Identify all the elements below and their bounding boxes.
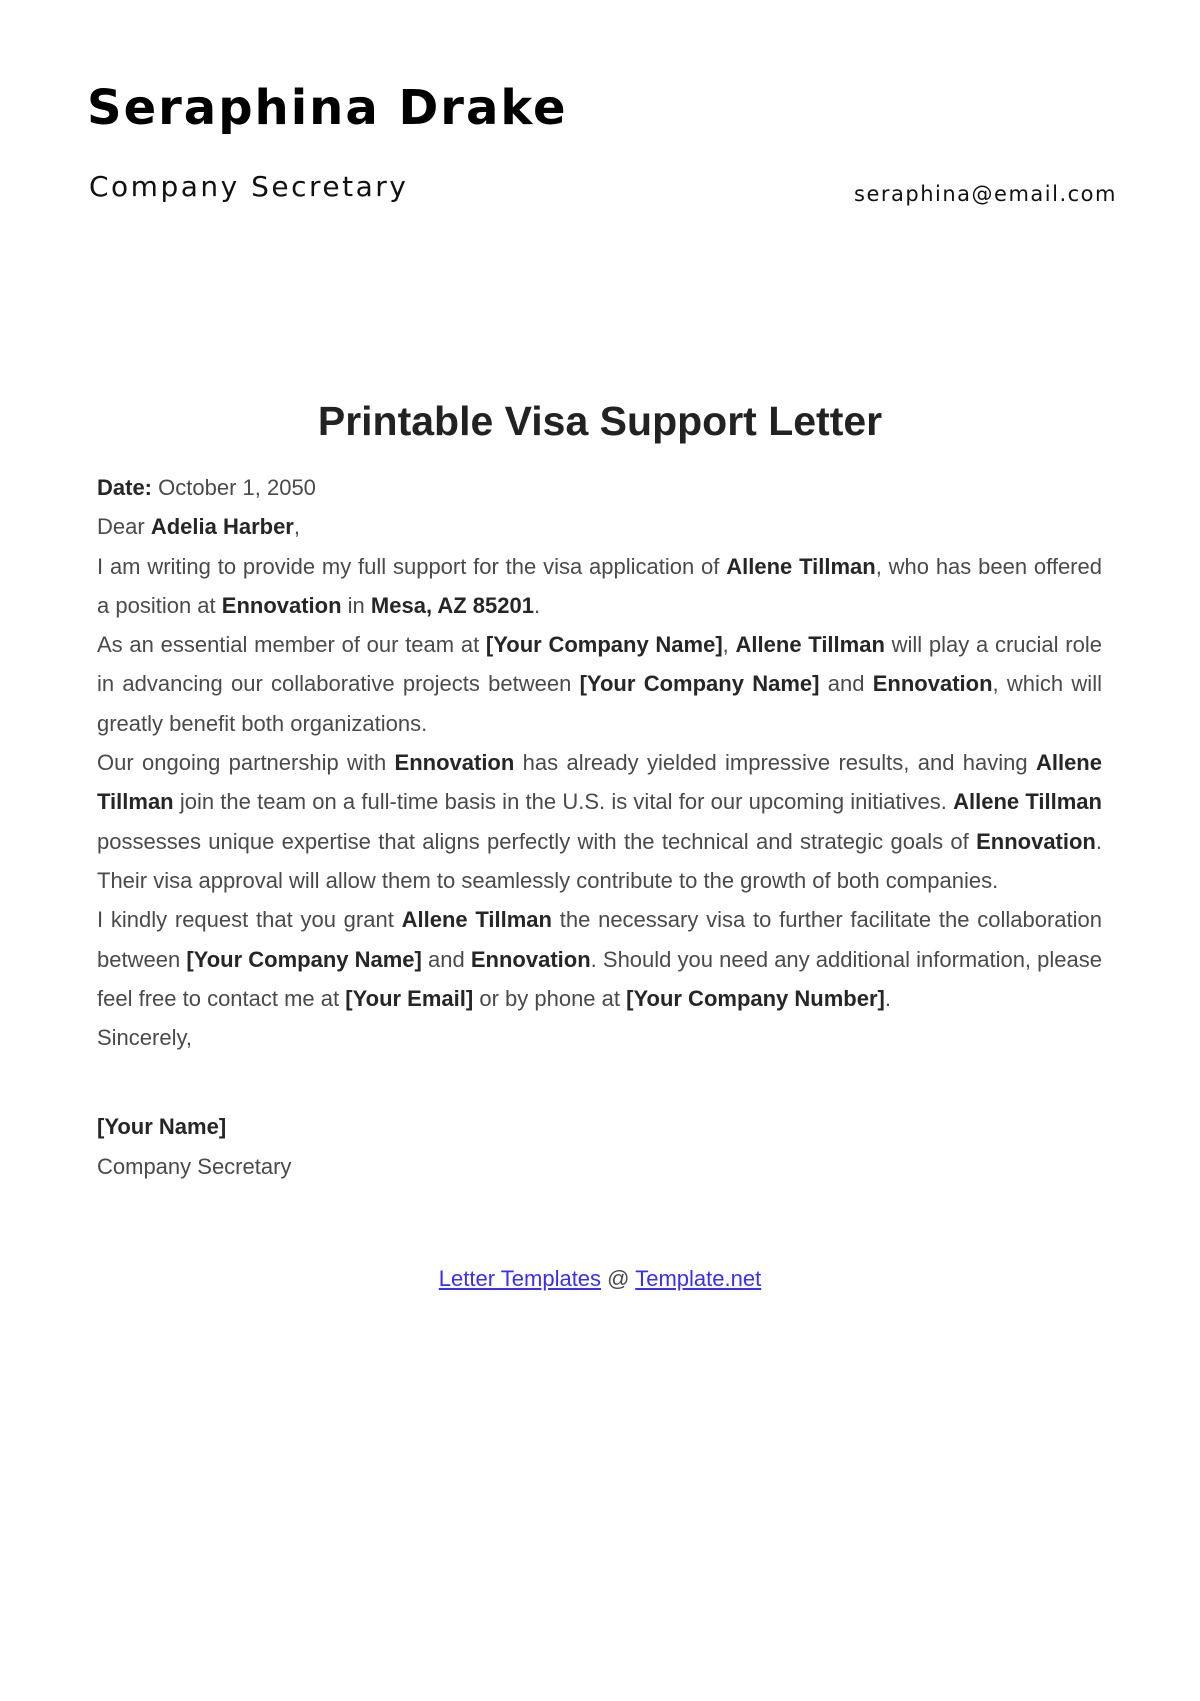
letter-body <box>97 468 1102 1186</box>
paragraph-1 <box>97 547 1102 626</box>
footer <box>0 1266 1200 1292</box>
your-email-placeholder: [Your Email] <box>345 985 474 1011</box>
company-name: Ennovation <box>976 828 1096 854</box>
company-name: Ennovation <box>872 671 993 697</box>
salutation-word: Dear <box>97 514 145 540</box>
applicant-name: Allene Tillman <box>953 789 1102 815</box>
company-name: Ennovation <box>394 750 515 776</box>
your-company-placeholder: [Your Company Name] <box>186 946 422 972</box>
company-name: Ennovation <box>221 592 342 618</box>
letter-title: Printable Visa Support Letter <box>317 398 883 444</box>
text: and <box>827 671 865 697</box>
text: has already yielded impressive results, and having <box>522 750 1028 776</box>
text: , who has been offered a position at <box>97 553 1102 618</box>
text: . Their visa approval will allow them to seamlessly contribute to the growth of both companies. <box>97 828 1102 893</box>
text: As an essential member of our team at <box>97 632 480 658</box>
closing: Sincerely, <box>97 1025 192 1051</box>
text: Our ongoing partnership with <box>97 750 387 776</box>
signature-name-text: [Your Name] <box>97 1114 227 1140</box>
text: will play a crucial role in advancing our collaborative projects between <box>97 632 1102 697</box>
template-net-link[interactable]: Template.net <box>635 1266 762 1291</box>
signature-title: Company Secretary <box>97 1153 292 1179</box>
salutation: Dear Adelia Harber, <box>97 514 300 540</box>
text: in <box>347 592 365 618</box>
footer-separator: @ <box>607 1266 630 1291</box>
text: . <box>533 592 541 618</box>
sender-email: seraphina@email.com <box>854 182 1117 206</box>
location: Mesa, AZ 85201 <box>370 592 534 618</box>
your-company-placeholder: [Your Company Name] <box>485 632 723 658</box>
text: I am writing to provide my full support for the visa application of <box>97 553 720 579</box>
date-line <box>97 468 1102 507</box>
date-label: Date: <box>97 475 153 500</box>
applicant-name: Allene Tillman <box>735 632 885 658</box>
company-name: Ennovation <box>470 946 591 972</box>
applicant-name: Allene Tillman <box>97 750 1102 815</box>
text: and <box>428 946 465 972</box>
text: join the team on a full-time basis in the U.S. is vital for our upcoming initiatives. <box>179 789 947 815</box>
your-number-placeholder: [Your Company Number] <box>626 985 885 1011</box>
signature-name <box>97 1107 1102 1146</box>
text: . Should you need any additional information, please feel free to contact me at <box>97 946 1102 1011</box>
sender-name: Seraphina Drake <box>87 80 568 136</box>
text: possesses unique expertise that aligns perfectly with the technical and strategic goals of <box>97 828 969 854</box>
text: , which will greatly benefit both organizations. <box>97 671 1102 736</box>
text: I kindly request that you grant <box>97 907 394 933</box>
text: or by phone at <box>479 985 621 1011</box>
paragraph-3 <box>97 743 1102 900</box>
paragraph-2 <box>97 625 1102 743</box>
text: , <box>722 632 729 658</box>
text: the necessary visa to further facilitate the collaboration between <box>97 907 1102 972</box>
your-company-placeholder: [Your Company Name] <box>579 671 820 697</box>
paragraph-4 <box>97 900 1102 1018</box>
recipient-name: Adelia Harber <box>150 514 294 540</box>
text: . <box>884 985 891 1011</box>
applicant-name: Allene Tillman <box>726 553 876 579</box>
applicant-name: Allene Tillman <box>401 907 552 933</box>
sender-role: Company Secretary <box>89 170 409 203</box>
date-value: October 1, 2050 <box>158 475 316 500</box>
letter-templates-link[interactable]: Letter Templates <box>438 1266 602 1291</box>
